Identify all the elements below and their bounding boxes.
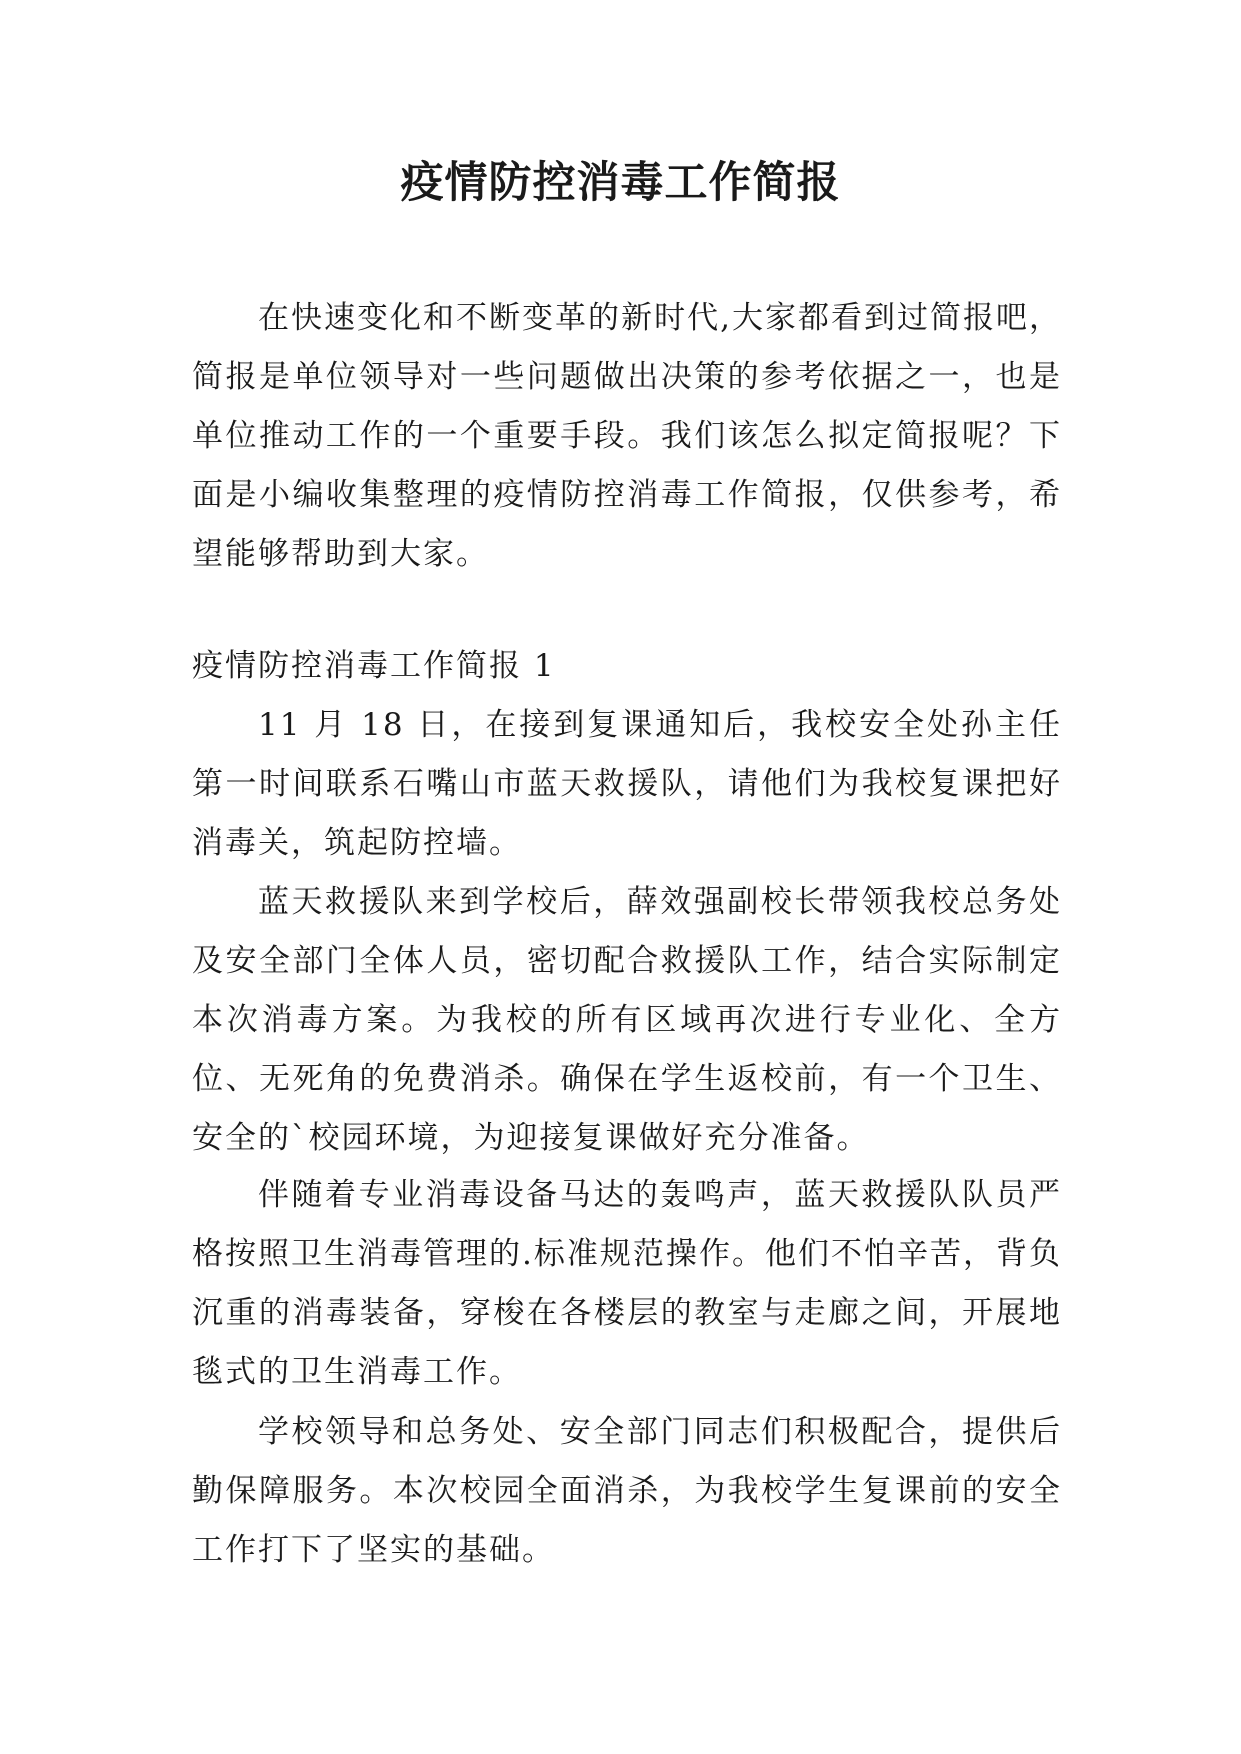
body-paragraph: 11 月 18 日，在接到复课通知后，我校安全处孙主任第一时间联系石嘴山市蓝天救援队，请他们为我校复课把好消毒关，筑起防控墙。 — [192, 707, 1062, 861]
section-heading: 疫情防控消毒工作简报 1 — [192, 648, 556, 684]
body-paragraph: 蓝天救援队来到学校后，薛效强副校长带领我校总务处及安全部门全体人员，密切配合救援队工作，结合实际制定本次消毒方案。为我校的所有区域再次进行专业化、全方位、无死角的免费消杀。确保在学生返校前，有一个卫生、安全的`校园环境，为迎接复课做好充分准备。 — [192, 884, 1062, 1156]
document-title: 疫情防控消毒工作简报 — [400, 158, 841, 208]
body-paragraph: 伴随着专业消毒设备马达的轰鸣声，蓝天救援队队员严格按照卫生消毒管理的.标准规范操作。他们不怕辛苦，背负沉重的消毒装备，穿梭在各楼层的教室与走廊之间，开展地毯式的卫生消毒工作。 — [192, 1177, 1062, 1390]
body-paragraph: 学校领导和总务处、安全部门同志们积极配合，提供后勤保障服务。本次校园全面消杀，为我校学生复课前的安全工作打下了坚实的基础。 — [192, 1414, 1062, 1568]
intro-paragraph: 在快速变化和不断变革的新时代,大家都看到过简报吧，简报是单位领导对一些问题做出决策的参考依据之一，也是单位推动工作的一个重要手段。我们该怎么拟定简报呢？下面是小编收集整理的疫情防控消毒工作简报，仅供参考，希望能够帮助到大家。 — [192, 300, 1062, 572]
